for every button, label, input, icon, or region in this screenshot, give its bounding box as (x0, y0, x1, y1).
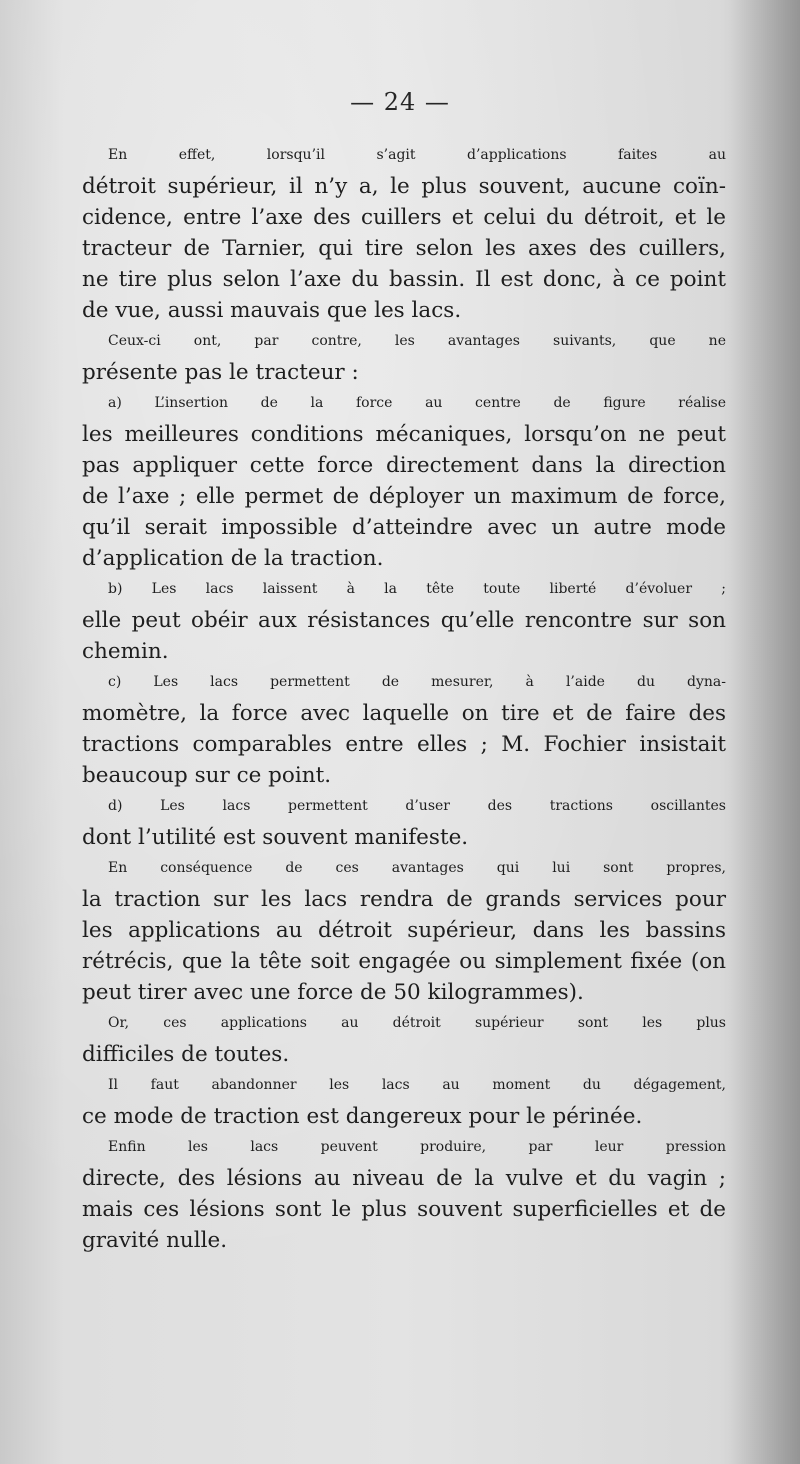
text-line: Il faut abandonner les lacs au moment du dégagement, (108, 1077, 726, 1093)
text-line: cidence, entre l’axe des cuillers et celui du détroit, et le (82, 205, 726, 230)
text-line: de vue, aussi mauvais que les lacs. (82, 298, 462, 323)
text-line: dont l’utilité est souvent manifeste. (82, 825, 469, 850)
text-line: Ceux-ci ont, par contre, les avantages suivants, que ne (108, 333, 726, 349)
text-line: a) L’insertion de la force au centre de figure réalise (108, 395, 726, 411)
text-line: peut tirer avec une force de 50 kilogrammes). (82, 980, 584, 1005)
text-line: tractions comparables entre elles ; M. Fochier insistait (82, 732, 726, 757)
text-line: En effet, lorsqu’il s’agit d’applications faites au (108, 147, 726, 163)
text-line: d) Les lacs permettent d’user des tractions oscillantes (108, 798, 726, 814)
page-edge-shadow (730, 0, 800, 1464)
text-line: ne tire plus selon l’axe du bassin. Il est donc, à ce point (82, 267, 726, 292)
text-line: détroit supérieur, il n’y a, le plus souvent, aucune coïn- (82, 174, 726, 199)
text-line: c) Les lacs permettent de mesurer, à l’aide du dyna- (108, 674, 726, 690)
text-line: les applications au détroit supérieur, dans les bassins (82, 918, 726, 943)
text-line: qu’il serait impossible d’atteindre avec un autre mode (82, 515, 726, 540)
text-line: tracteur de Tarnier, qui tire selon les axes des cuillers, (82, 236, 726, 261)
text-line: d’application de la traction. (82, 546, 384, 571)
text-line: elle peut obéir aux résistances qu’elle rencontre sur son (82, 608, 726, 633)
text-line: rétrécis, que la tête soit engagée ou simplement fixée (on (82, 949, 726, 974)
text-line: gravité nulle. (82, 1228, 228, 1253)
text-line: présente pas le tracteur : (82, 360, 359, 385)
body-text (82, 140, 726, 1256)
text-line: Or, ces applications au détroit supérieur sont les plus (108, 1015, 726, 1031)
text-line: difficiles de toutes. (82, 1042, 290, 1067)
text-line: les meilleures conditions mécaniques, lorsqu’on ne peut (82, 422, 726, 447)
text-line: directe, des lésions au niveau de la vulve et du vagin ; (82, 1166, 726, 1191)
text-line: pas appliquer cette force directement dans la direction (82, 453, 726, 478)
text-line: la traction sur les lacs rendra de grands services pour (82, 887, 726, 912)
text-line: chemin. (82, 639, 169, 664)
text-line: mais ces lésions sont le plus souvent superficielles et de (82, 1197, 726, 1222)
text-line: beaucoup sur ce point. (82, 763, 332, 788)
text-line: b) Les lacs laissent à la tête toute liberté d’évoluer ; (108, 581, 726, 597)
text-line: Enfin les lacs peuvent produire, par leur pression (108, 1139, 726, 1155)
text-line: momètre, la force avec laquelle on tire et de faire des (82, 701, 726, 726)
text-line: En conséquence de ces avantages qui lui sont propres, (108, 860, 726, 876)
page-number: — 24 — (350, 88, 450, 116)
text-line: ce mode de traction est dangereux pour le périnée. (82, 1104, 643, 1129)
text-line: de l’axe ; elle permet de déployer un maximum de force, (82, 484, 726, 509)
